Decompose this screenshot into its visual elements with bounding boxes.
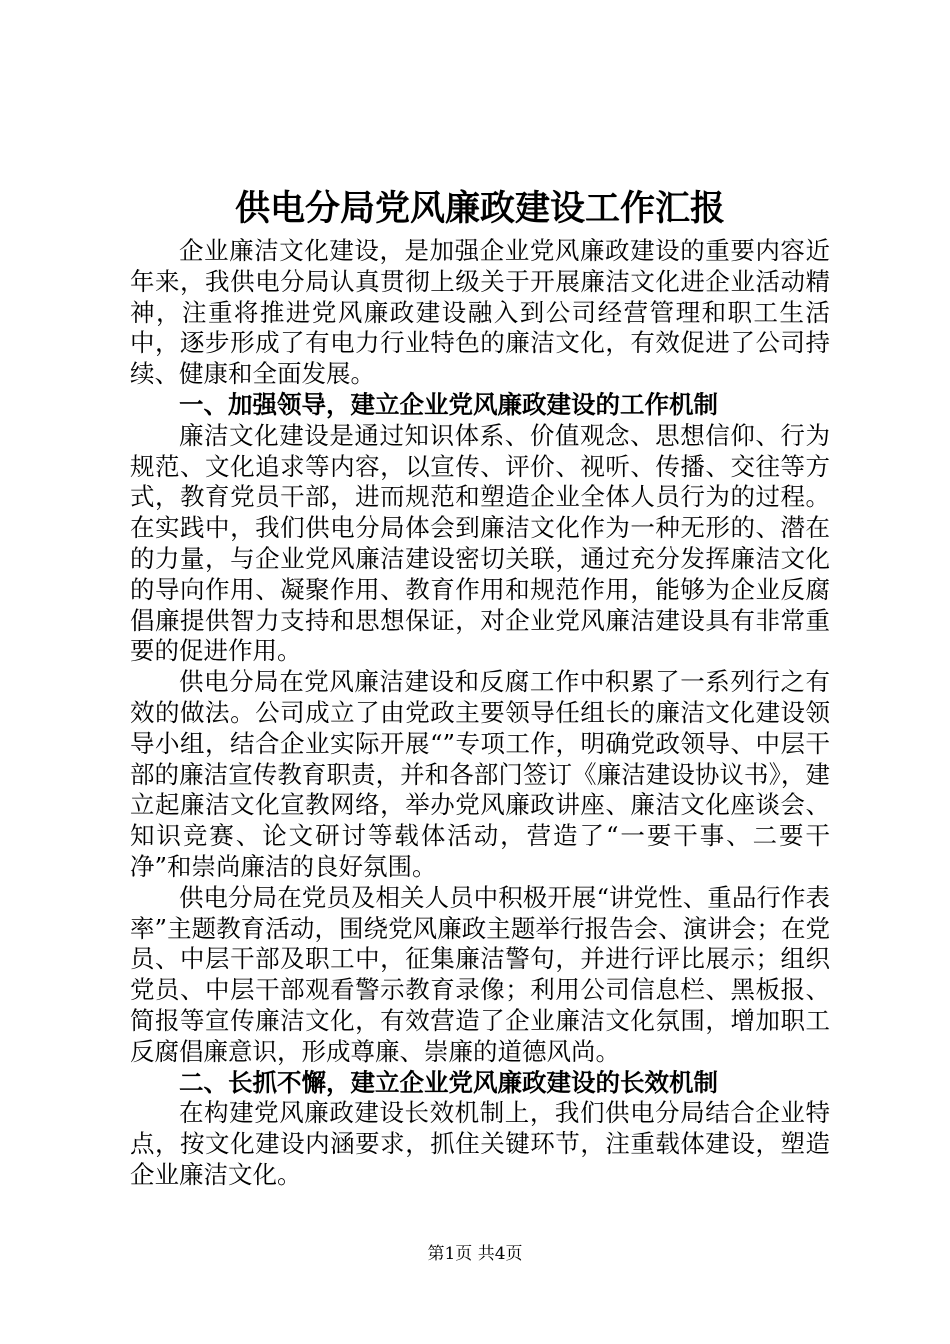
document-body — [130, 236, 830, 1191]
body-paragraph: 供电分局在党员及相关人员中积极开展“讲党性、重品行作表率”主题教育活动，围绕党风廉政主题举行报告会、演讲会；在党员、中层干部及职工中，征集廉洁警句，并进行评比展示；组织党员、中层干部观看警示教育录像；利用公司信息栏、黑板报、简报等宣传廉洁文化，有效营造了企业廉洁文化氛围，增加职工反腐倡廉意识，形成尊廉、崇廉的道德风尚。 — [130, 882, 830, 1066]
section-heading-2: 二、长抓不懈，建立企业党风廉政建设的长效机制 — [179, 1067, 718, 1097]
body-paragraph: 在构建党风廉政建设长效机制上，我们供电分局结合企业特点，按文化建设内涵要求，抓住关键环节，注重载体建设，塑造企业廉洁文化。 — [130, 1098, 830, 1189]
body-paragraph: 供电分局在党风廉洁建设和反腐工作中积累了一系列行之有效的做法。公司成立了由党政主要领导任组长的廉洁文化建设领导小组，结合企业实际开展“”专项工作，明确党政领导、中层干部的廉洁宣传教育职责，并和各部门签订《廉洁建设协议书》，建立起廉洁文化宣教网络，举办党风廉政讲座、廉洁文化座谈会、知识竞赛、论文研讨等载体活动，营造了“一要干事、二要干净”和崇尚廉洁的良好氛围。 — [130, 667, 830, 881]
body-paragraph: 廉洁文化建设是通过知识体系、价值观念、思想信仰、行为规范、文化追求等内容，以宣传、评价、视听、传播、交往等方式，教育党员干部，进而规范和塑造企业全体人员行为的过程。在实践中，我们供电分局体会到廉洁文化作为一种无形的、潜在的力量，与企业党风廉洁建设密切关联，通过充分发挥廉洁文化的导向作用、凝聚作用、教育作用和规范作用，能够为企业反腐倡廉提供智力支持和思想保证，对企业党风廉洁建设具有非常重要的促进作用。 — [130, 420, 830, 666]
document-title: 供电分局党风廉政建设工作汇报 — [234, 188, 725, 229]
page-footer: 第1页 共4页 — [427, 1244, 523, 1264]
intro-paragraph: 企业廉洁文化建设，是加强企业党风廉政建设的重要内容近年来，我供电分局认真贯彻上级关于开展廉洁文化进企业活动精神，注重将推进党风廉政建设融入到公司经营管理和职工生活中，逐步形成了有电力行业特色的廉洁文化，有效促进了公司持续、健康和全面发展。 — [130, 236, 830, 389]
section-heading-1: 一、加强领导，建立企业党风廉政建设的工作机制 — [179, 389, 718, 419]
